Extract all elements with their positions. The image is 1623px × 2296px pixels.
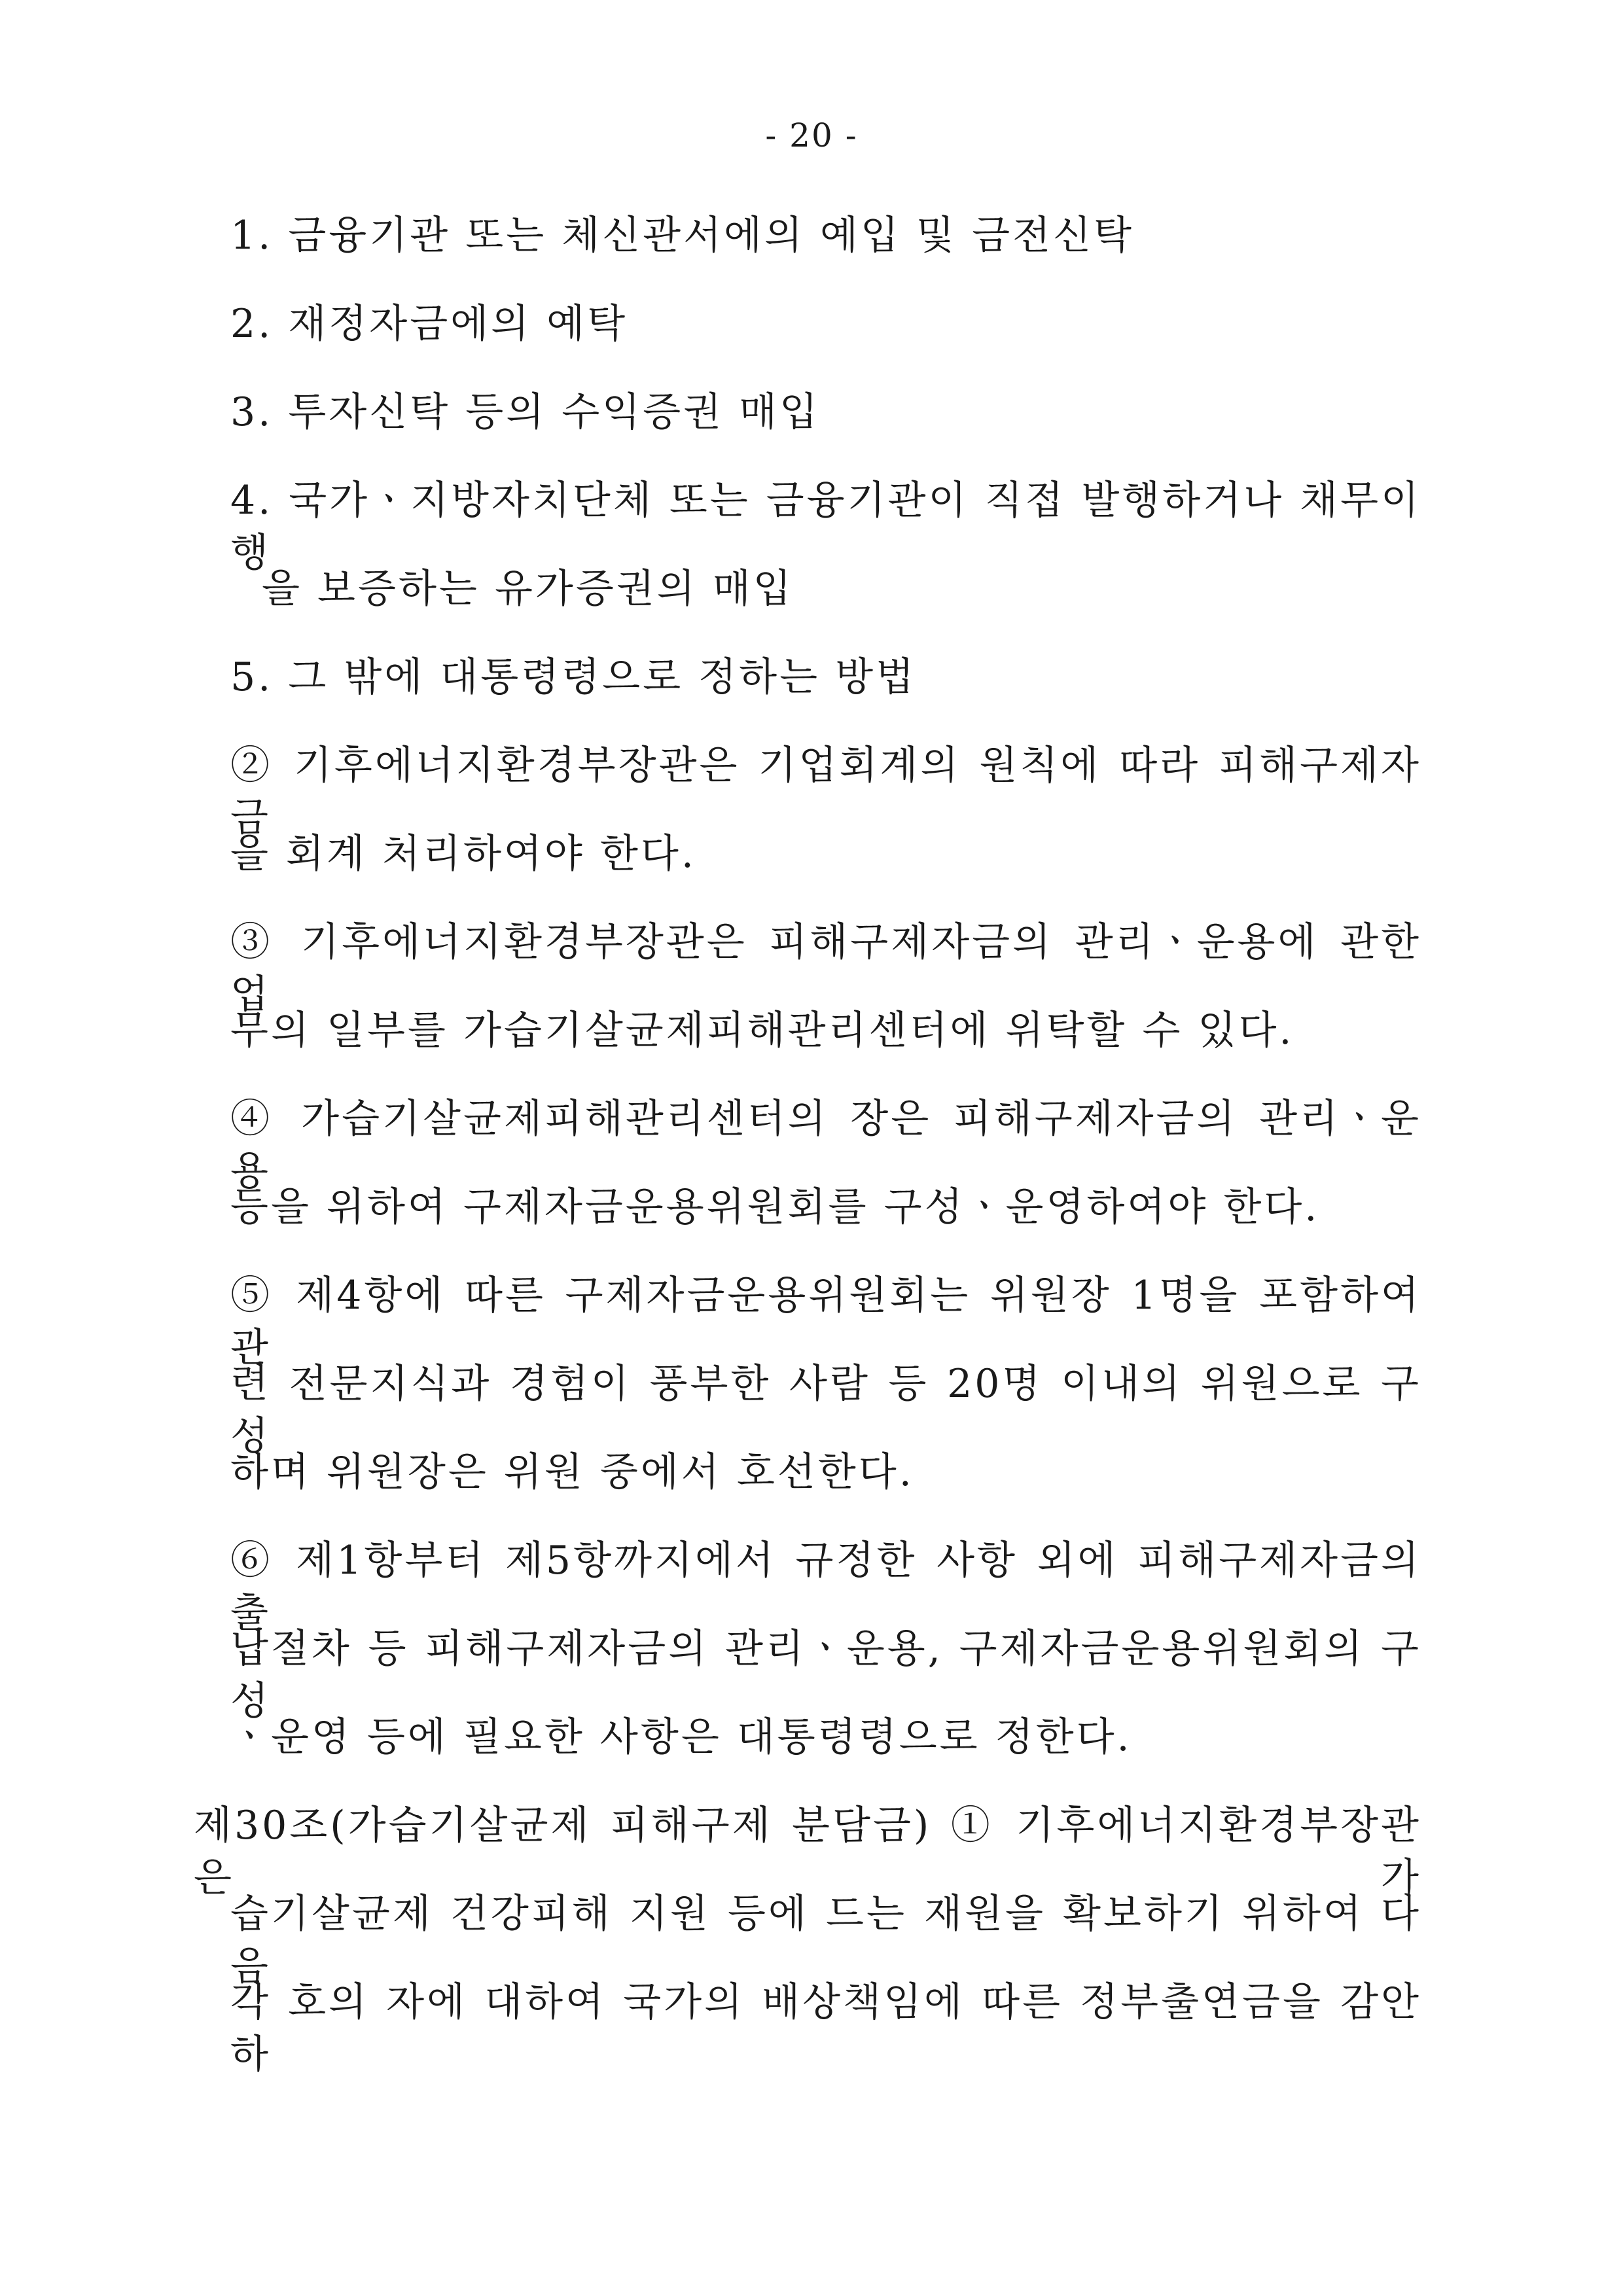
text-line-para-5: ⑤ 제4항에 따른 구제자금운용위원회는 위원장 1명을 포함하여 관	[230, 1273, 1421, 1371]
text-line-para-4: ④ 가습기살균제피해관리센터의 장은 피해구제자금의 관리ㆍ운용	[230, 1096, 1421, 1194]
text-line-para-5-cont-2: 하며 위원장은 위원 중에서 호선한다.	[230, 1449, 914, 1495]
text-line-para-6: ⑥ 제1항부터 제5항까지에서 규정한 사항 외에 피해구제자금의 출	[230, 1538, 1421, 1636]
text-line-item-5: 5. 그 밖에 대통령령으로 정하는 방법	[230, 654, 917, 700]
text-line-para-6-cont-1: 납절차 등 피해구제자금의 관리ㆍ운용, 구제자금운용위원회의 구성	[230, 1626, 1421, 1724]
text-line-para-2: ② 기후에너지환경부장관은 기업회계의 원칙에 따라 피해구제자금	[230, 743, 1421, 841]
text-line-item-4-cont: 을 보증하는 유가증권의 매입	[262, 566, 794, 612]
text-line-para-6-cont-2: ㆍ운영 등에 필요한 사항은 대통령령으로 정한다.	[230, 1714, 1132, 1760]
text-line-article-30-cont-2: 각 호의 자에 대하여 국가의 배상책임에 따른 정부출연금을 감안하	[230, 1979, 1421, 2077]
text-line-item-4: 4. 국가ㆍ지방자치단체 또는 금융기관이 직접 발행하거나 채무이행	[230, 478, 1421, 576]
text-line-item-2: 2. 재정자금에의 예탁	[230, 301, 628, 347]
page-number: - 20 -	[765, 116, 858, 154]
text-line-para-3: ③ 기후에너지환경부장관은 피해구제자금의 관리ㆍ운용에 관한 업	[230, 919, 1421, 1017]
text-line-article-30: 제30조(가습기살균제 피해구제 분담금) ① 기후에너지환경부장관은 가	[194, 1803, 1421, 1901]
text-line-para-4-cont: 등을 위하여 구제자금운용위원회를 구성ㆍ운영하여야 한다.	[230, 1184, 1320, 1230]
text-line-item-3: 3. 투자신탁 등의 수익증권 매입	[230, 389, 821, 435]
text-line-article-30-cont-1: 습기살균제 건강피해 지원 등에 드는 재원을 확보하기 위하여 다음	[230, 1891, 1421, 1989]
text-line-para-5-cont-1: 련 전문지식과 경험이 풍부한 사람 등 20명 이내의 위원으로 구성	[230, 1361, 1421, 1459]
text-line-item-1: 1. 금융기관 또는 체신관서에의 예입 및 금전신탁	[230, 213, 1134, 258]
text-line-para-3-cont: 무의 일부를 가습기살균제피해관리센터에 위탁할 수 있다.	[230, 1008, 1294, 1053]
text-line-para-2-cont: 을 회계 처리하여야 한다.	[230, 831, 696, 877]
